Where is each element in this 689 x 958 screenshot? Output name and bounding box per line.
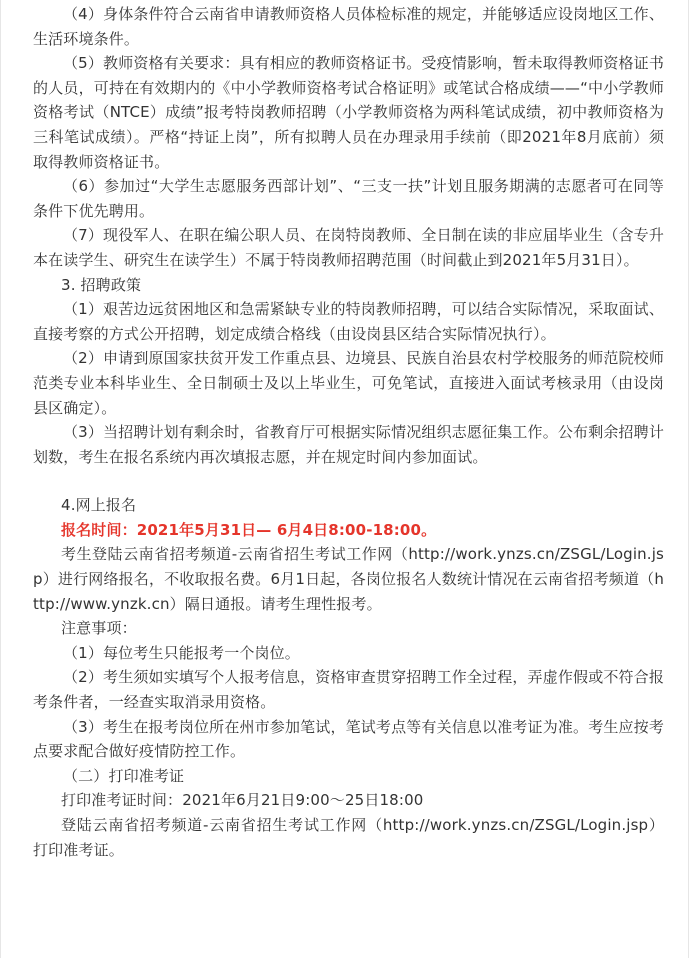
- condition-6: （6）参加过“大学生志愿服务西部计划”、“三支一扶”计划且服务期满的志愿者可在同等条件下优先聘用。: [33, 177, 664, 220]
- note-2: （2）考生须如实填写个人报考信息，资格审查贯穿招聘工作全过程，弄虚作假或不符合报考条件者，一经查实取消录用资格。: [33, 668, 664, 712]
- section-3-title: 3. 招聘政策: [61, 275, 142, 294]
- policy-2: （2）申请到原国家扶贫开发工作重点县、边境县、民族自治县农村学校服务的师范院校师范类专业本科毕业生、全日制硕士及以上毕业生，可免笔试，直接进入面试考核录用（由设岗县区确定）。: [33, 349, 664, 417]
- note-3: （3）考生在报考岗位所在州市参加笔试，笔试考点等有关信息以准考证为准。考生应按考点要求配合做好疫情防控工作。: [33, 717, 664, 761]
- condition-7: （7）现役军人、在职在编公职人员、在岗特岗教师、全日制在读的非应届毕业生（含专升本在读学生、研究生在读学生）不属于特岗教师招聘范围（时间截止到2021年5月31日）。: [33, 226, 664, 269]
- print-time: 打印准考证时间：2021年6月21日9:00～25日18:00: [61, 791, 424, 810]
- condition-5: （5）教师资格有关要求：具有相应的教师资格证书。受疫情影响，暂未取得教师资格证书的人员，可持在有效期内的《中小学教师资格考试合格证明》或笔试合格成绩——“中小学教师资格考试（NTCE）成绩”报考特岗教师招聘（小学教师资格为两科笔试成绩，初中教师资格为三科笔试成绩）。严格“持证上岗”，所有拟聘人员在办理录用手续前（即2021年8月底前）须取得教师资格证书。: [33, 54, 664, 171]
- note-1: （1）每位考生只能报考一个岗位。: [63, 643, 300, 662]
- paragraph-gap: [33, 469, 664, 493]
- registration-time: 报名时间：2021年5月31日— 6月4日8:00-18:00。: [61, 520, 437, 539]
- print-section-title: （二）打印准考证: [63, 766, 185, 785]
- section-4-title: 4.网上报名: [61, 496, 137, 515]
- policy-3: （3）当招聘计划有剩余时，省教育厅可根据实际情况组织志愿征集工作。公布剩余招聘计划数，考生在报名系统内再次填报志愿，并在规定时间内参加面试。: [33, 423, 664, 466]
- condition-4: （4）身体条件符合云南省申请教师资格人员体检标准的规定，并能够适应设岗地区工作、生活环境条件。: [33, 5, 664, 48]
- notes-title: 注意事项：: [61, 619, 137, 638]
- registration-description: 考生登陆云南省招考频道-云南省招生考试工作网（http://work.ynzs.cn/ZSGL/Login.jsp）进行网络报名，不收取报名费。6月1日起，各岗位报名人数统计情况在云南省招考频道（http://www.ynzk.cn）隔日通报。请考生理性报考。: [33, 545, 664, 613]
- policy-1: （1）艰苦边远贫困地区和急需紧缺专业的特岗教师招聘，可以结合实际情况，采取面试、直接考察的方式公开招聘，划定成绩合格线（由设岗县区结合实际情况执行）。: [33, 300, 664, 343]
- print-description: 登陆云南省招考频道-云南省招生考试工作网（http://work.ynzs.cn/ZSGL/Login.jsp）打印准考证。: [33, 816, 664, 859]
